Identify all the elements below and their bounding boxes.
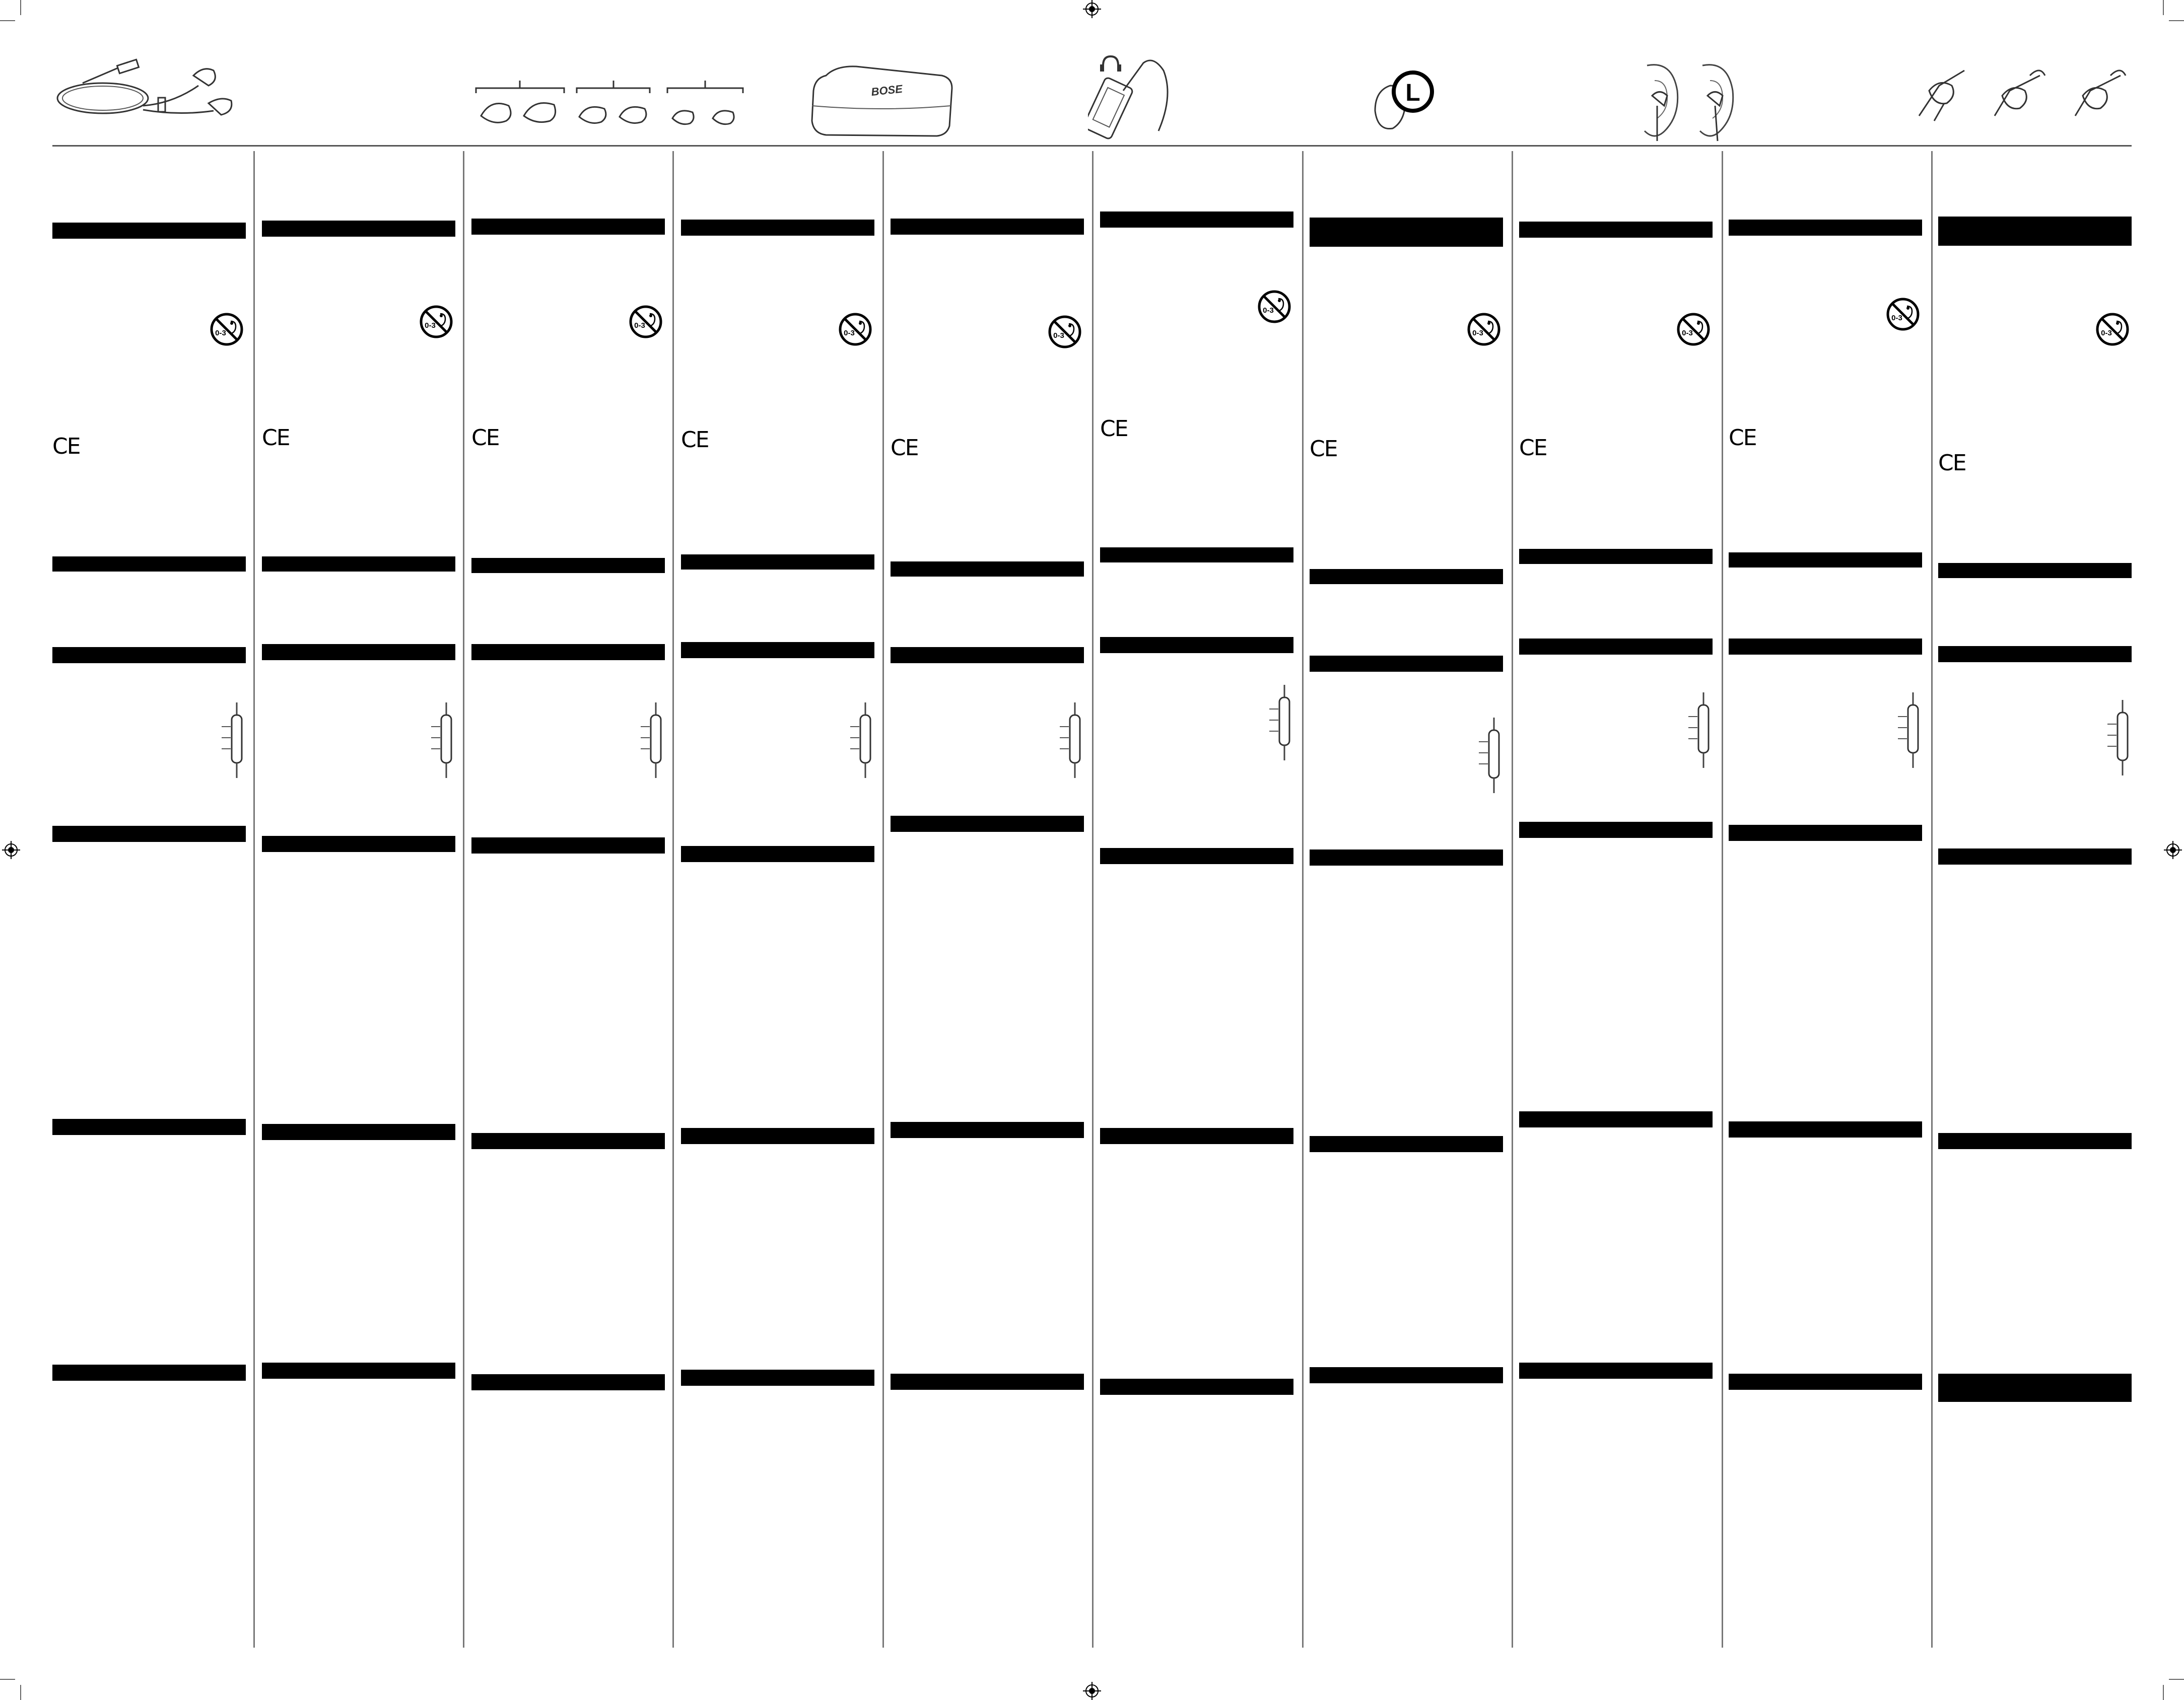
- inline-remote-icon: [1479, 718, 1504, 793]
- crop-mark: [2169, 1679, 2184, 1680]
- eartip-sizes-illustration: [473, 81, 745, 136]
- section-heading-bar: [471, 558, 665, 573]
- language-column-c1: [52, 151, 246, 1648]
- language-column-c6: [1100, 151, 1293, 1648]
- section-heading-bar: [471, 219, 665, 235]
- crop-mark: [2163, 0, 2164, 15]
- ce-mark: CE: [891, 435, 918, 461]
- crop-mark: [20, 1685, 21, 1700]
- svg-text:0-3: 0-3: [1682, 329, 1693, 337]
- not-for-children-0-3-icon: [1886, 297, 1920, 331]
- section-heading-bar: [681, 220, 874, 236]
- not-for-children-0-3-icon: [419, 305, 453, 339]
- section-heading-bar: [1310, 849, 1503, 866]
- svg-text:0-3: 0-3: [2101, 329, 2112, 337]
- language-column-c10: [1938, 151, 2132, 1648]
- size-marker-illustration: [1370, 65, 1441, 136]
- language-column-c9: [1729, 151, 1922, 1648]
- section-heading-bar: [52, 556, 246, 572]
- section-heading-bar: [1519, 222, 1713, 238]
- section-heading-bar: [1729, 639, 1922, 655]
- inline-remote-icon: [2107, 700, 2133, 775]
- crop-mark: [2163, 1685, 2164, 1700]
- column-divider: [1931, 151, 1933, 1648]
- section-heading-bar: [52, 647, 246, 663]
- section-heading-bar: [1310, 1136, 1503, 1152]
- section-heading-bar: [1938, 563, 2132, 578]
- section-heading-bar: [1310, 1367, 1503, 1383]
- section-heading-bar: [1519, 822, 1713, 838]
- section-heading-bar: [1938, 646, 2132, 662]
- section-heading-bar: [52, 1365, 246, 1381]
- size-marker-letter: L: [1405, 80, 1420, 106]
- section-heading-bar: [891, 561, 1084, 577]
- eartip-install-illustration: [1909, 55, 2131, 131]
- column-divider: [1722, 151, 1723, 1648]
- section-heading-bar: [471, 1374, 665, 1390]
- inline-remote-icon: [1269, 685, 1294, 760]
- crop-mark: [0, 20, 15, 21]
- section-heading-bar: [681, 1370, 874, 1386]
- language-column-c5: [891, 151, 1084, 1648]
- ce-mark: CE: [52, 434, 80, 459]
- section-heading-bar: [1938, 1133, 2132, 1149]
- section-heading-bar: [1938, 848, 2132, 865]
- inline-remote-icon: [1898, 692, 1923, 768]
- section-heading-bar: [891, 816, 1084, 832]
- section-heading-bar: [262, 836, 455, 852]
- section-heading-bar: [1310, 569, 1503, 584]
- not-for-children-0-3-icon: [1676, 312, 1711, 346]
- not-for-children-0-3-icon: [1467, 312, 1501, 346]
- section-heading-bar: [1938, 217, 2132, 246]
- section-heading-bar: [1519, 639, 1713, 655]
- ear-fit-illustration: [1627, 55, 1753, 146]
- inline-remote-icon: [641, 702, 666, 778]
- ce-mark: CE: [1729, 425, 1756, 451]
- inline-remote-icon: [1060, 702, 1085, 778]
- not-for-children-0-3-icon: [2095, 312, 2130, 346]
- carry-case-illustration: [806, 55, 957, 141]
- section-heading-bar: [262, 556, 455, 572]
- section-heading-bar: [681, 554, 874, 570]
- column-divider: [1512, 151, 1513, 1648]
- section-heading-bar: [1729, 1121, 1922, 1138]
- language-column-c2: [262, 151, 455, 1648]
- header-rule: [52, 145, 2132, 147]
- svg-text:0-3: 0-3: [425, 321, 436, 330]
- language-column-c4: [681, 151, 874, 1648]
- section-heading-bar: [1100, 637, 1293, 653]
- not-for-children-0-3-icon: [838, 312, 872, 346]
- ce-mark: CE: [1100, 416, 1128, 442]
- svg-text:0-3: 0-3: [1891, 314, 1902, 322]
- language-column-c3: [471, 151, 665, 1648]
- phone-headphone-illustration: [1088, 50, 1199, 141]
- svg-text:0-3: 0-3: [215, 329, 226, 337]
- section-heading-bar: [1519, 1363, 1713, 1379]
- inline-remote-icon: [1688, 692, 1714, 768]
- section-heading-bar: [1310, 218, 1503, 247]
- not-for-children-0-3-icon: [1048, 315, 1082, 349]
- section-heading-bar: [681, 846, 874, 862]
- crop-mark: [2169, 20, 2184, 21]
- section-heading-bar: [1519, 1111, 1713, 1127]
- registration-mark-icon: [1083, 0, 1101, 18]
- section-heading-bar: [471, 1133, 665, 1149]
- registration-mark-icon: [2, 841, 20, 859]
- svg-text:0-3: 0-3: [1053, 331, 1064, 340]
- language-column-c7: [1310, 151, 1503, 1648]
- crop-mark: [20, 0, 21, 15]
- column-divider: [253, 151, 255, 1648]
- ce-mark: CE: [262, 425, 290, 451]
- not-for-children-0-3-icon: [629, 305, 663, 339]
- inline-remote-icon: [431, 702, 456, 778]
- svg-text:0-3: 0-3: [1263, 306, 1274, 315]
- section-heading-bar: [1100, 1128, 1293, 1144]
- section-heading-bar: [1100, 1379, 1293, 1395]
- registration-mark-icon: [2164, 841, 2182, 859]
- section-heading-bar: [681, 642, 874, 658]
- section-heading-bar: [681, 1128, 874, 1144]
- section-heading-bar: [1100, 848, 1293, 864]
- ce-mark: CE: [1938, 450, 1966, 476]
- section-heading-bar: [262, 644, 455, 660]
- section-heading-bar: [891, 219, 1084, 235]
- ce-mark: CE: [471, 425, 499, 451]
- case-logo: BOSE: [870, 82, 903, 99]
- column-divider: [463, 151, 464, 1648]
- section-heading-bar: [1729, 552, 1922, 568]
- section-heading-bar: [52, 826, 246, 842]
- section-heading-bar: [1729, 220, 1922, 236]
- svg-text:0-3: 0-3: [844, 329, 855, 337]
- section-heading-bar: [1519, 549, 1713, 564]
- column-divider: [672, 151, 674, 1648]
- column-divider: [1092, 151, 1094, 1648]
- section-heading-bar: [262, 221, 455, 237]
- section-heading-bar: [891, 647, 1084, 663]
- column-divider: [882, 151, 884, 1648]
- section-heading-bar: [262, 1124, 455, 1140]
- inline-remote-icon: [222, 702, 247, 778]
- section-heading-bar: [1100, 547, 1293, 562]
- section-heading-bar: [52, 223, 246, 239]
- section-heading-bar: [1310, 656, 1503, 672]
- section-heading-bar: [52, 1119, 246, 1135]
- svg-text:0-3: 0-3: [1472, 329, 1483, 337]
- inline-remote-icon: [850, 702, 875, 778]
- earbuds-cable-illustration: [52, 55, 244, 136]
- ce-mark: CE: [1310, 436, 1337, 462]
- not-for-children-0-3-icon: [210, 312, 244, 346]
- section-heading-bar: [891, 1122, 1084, 1138]
- section-heading-bar: [471, 837, 665, 854]
- section-heading-bar: [891, 1374, 1084, 1390]
- section-heading-bar: [1729, 1374, 1922, 1390]
- column-divider: [1302, 151, 1304, 1648]
- section-heading-bar: [1729, 825, 1922, 841]
- ce-mark: CE: [681, 427, 709, 453]
- ce-mark: CE: [1519, 435, 1547, 461]
- language-column-c8: [1519, 151, 1713, 1648]
- section-heading-bar: [262, 1363, 455, 1379]
- section-heading-bar: [1938, 1374, 2132, 1402]
- svg-text:0-3: 0-3: [634, 321, 645, 330]
- not-for-children-0-3-icon: [1257, 290, 1291, 324]
- registration-mark-icon: [1083, 1682, 1101, 1700]
- crop-mark: [0, 1679, 15, 1680]
- section-heading-bar: [1100, 211, 1293, 228]
- section-heading-bar: [471, 644, 665, 660]
